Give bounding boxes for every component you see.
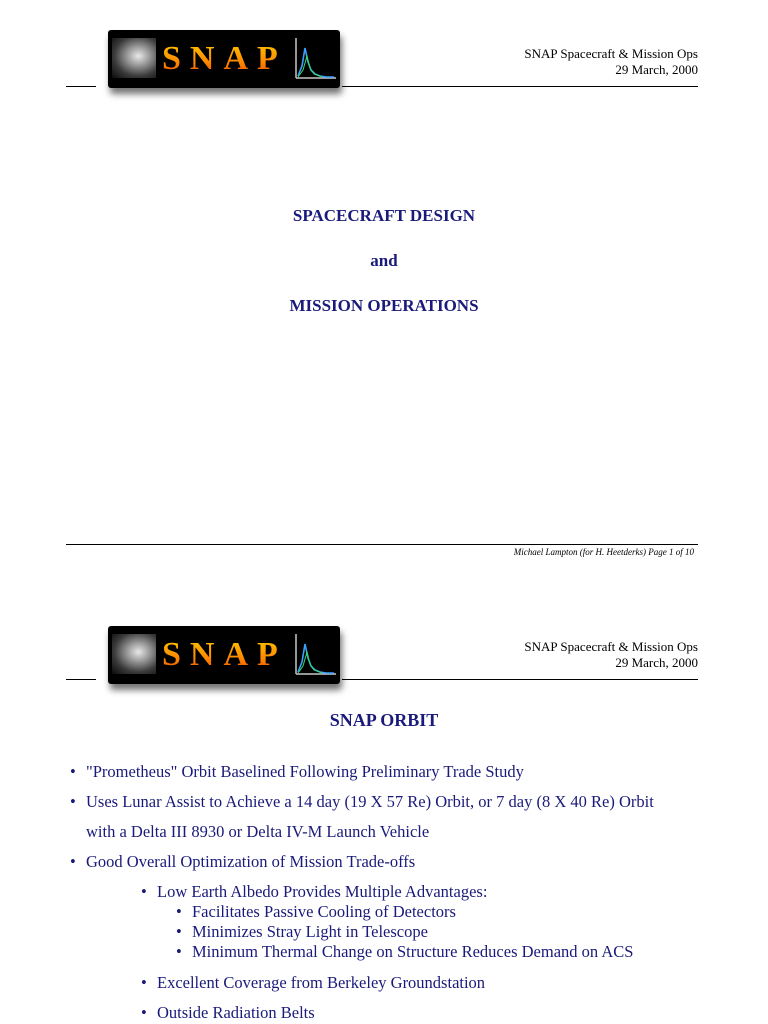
bullet-dot: • bbox=[176, 902, 182, 921]
snap-logo-text: SNAP bbox=[162, 630, 287, 680]
snap-logo-text: SNAP bbox=[162, 34, 287, 84]
footer-rule bbox=[66, 544, 698, 545]
spectrum-graph-icon bbox=[294, 632, 338, 678]
bullet-text: Good Overall Optimization of Mission Trade-offs bbox=[86, 852, 416, 871]
bullet-item bbox=[70, 792, 654, 812]
bullet-dot: • bbox=[176, 942, 182, 961]
bullet-continuation bbox=[86, 822, 429, 842]
bullet-dot: • bbox=[141, 882, 147, 901]
slide-header bbox=[524, 46, 698, 78]
sub-bullet-item bbox=[141, 1003, 315, 1023]
galaxy-image bbox=[112, 38, 156, 78]
header-rule-right bbox=[342, 679, 698, 680]
bullet-text: Minimum Thermal Change on Structure Reduces Demand on ACS bbox=[192, 942, 634, 961]
bullet-dot: • bbox=[70, 762, 76, 781]
header-rule-left bbox=[66, 679, 96, 680]
bullet-text: Outside Radiation Belts bbox=[157, 1003, 315, 1022]
title-line-2: and bbox=[370, 251, 398, 270]
title-line-3: MISSION OPERATIONS bbox=[289, 296, 479, 315]
bullet-dot: • bbox=[141, 1003, 147, 1022]
bullet-dot: • bbox=[176, 922, 182, 941]
bullet-dot: • bbox=[141, 973, 147, 992]
sub-bullet-item bbox=[141, 973, 485, 993]
bullet-text: Low Earth Albedo Provides Multiple Advantages: bbox=[157, 882, 488, 901]
slide-header bbox=[524, 639, 698, 671]
bullet-text: with a Delta III 8930 or Delta IV-M Launch Vehicle bbox=[86, 822, 430, 841]
header-date: 29 March, 2000 bbox=[615, 655, 698, 670]
bullet-item bbox=[70, 762, 524, 782]
header-date: 29 March, 2000 bbox=[615, 62, 698, 77]
bullet-item bbox=[70, 852, 415, 872]
sub-bullet-item bbox=[141, 882, 487, 902]
bullet-text: Facilitates Passive Cooling of Detectors bbox=[192, 902, 456, 921]
bullet-dot: • bbox=[70, 852, 76, 871]
bullet-dot: • bbox=[70, 792, 76, 811]
header-title: SNAP Spacecraft & Mission Ops bbox=[524, 46, 698, 61]
galaxy-image bbox=[112, 634, 156, 674]
slide-2 bbox=[0, 575, 768, 1024]
spectrum-graph-icon bbox=[294, 36, 338, 82]
bullet-text: Uses Lunar Assist to Achieve a 14 day (19 X 57 Re) Orbit, or 7 day (8 X 40 Re) Orbit bbox=[86, 792, 654, 811]
sub-sub-bullet-item bbox=[176, 902, 456, 922]
snap-logo bbox=[108, 30, 340, 88]
sub-sub-bullet-item bbox=[176, 922, 428, 942]
snap-logo bbox=[108, 626, 340, 684]
footer-attribution: Michael Lampton (for H. Heetderks) Page 1 of 10 bbox=[513, 547, 694, 557]
header-title: SNAP Spacecraft & Mission Ops bbox=[524, 639, 698, 654]
title-line-1: SPACECRAFT DESIGN bbox=[292, 206, 476, 225]
header-rule-right bbox=[342, 86, 698, 87]
header-rule-left bbox=[66, 86, 96, 87]
slide-title: SNAP ORBIT bbox=[329, 710, 439, 730]
bullet-text: Excellent Coverage from Berkeley Groundstation bbox=[157, 973, 486, 992]
bullet-text: Minimizes Stray Light in Telescope bbox=[192, 922, 428, 941]
sub-sub-bullet-item bbox=[176, 942, 633, 962]
bullet-text: "Prometheus" Orbit Baselined Following Preliminary Trade Study bbox=[86, 762, 524, 781]
